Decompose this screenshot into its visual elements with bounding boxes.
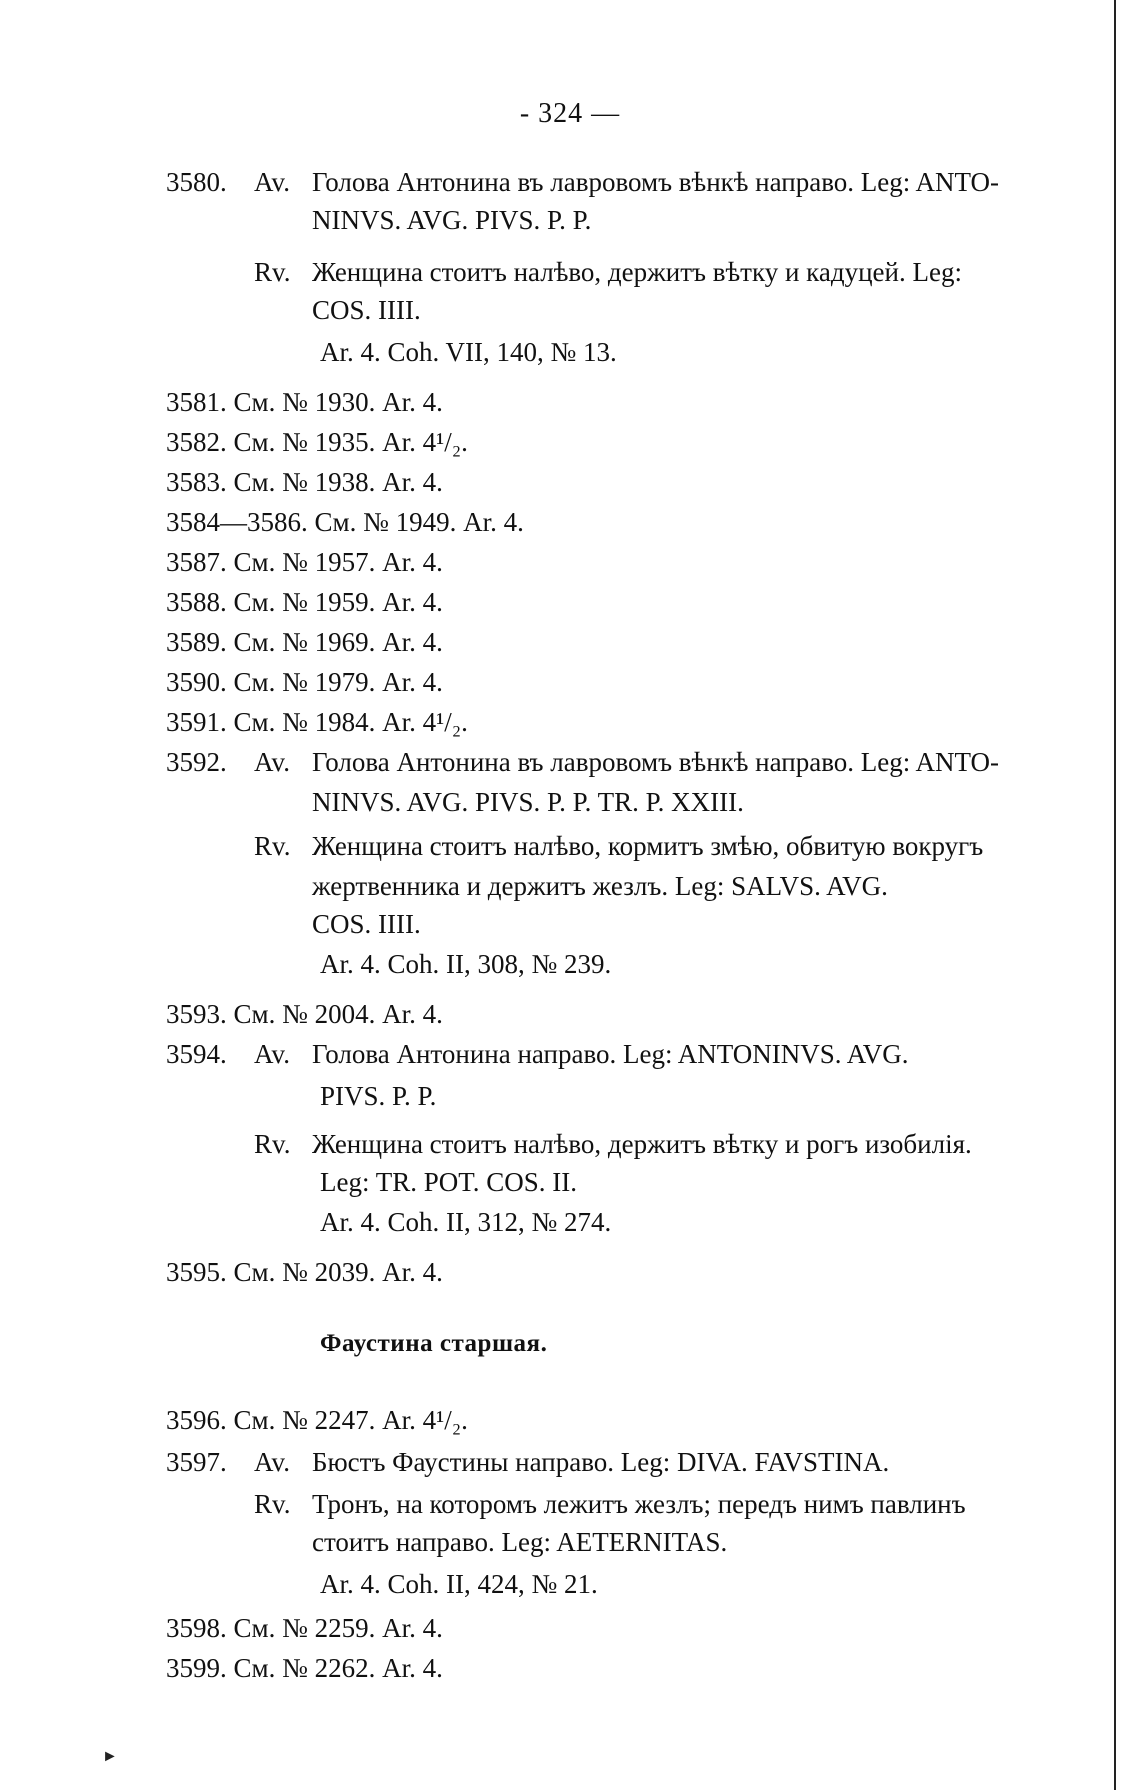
side-label: Av. — [254, 747, 290, 777]
side-label: Rv. — [254, 1129, 291, 1159]
entry-line: PIVS. P. P. — [320, 1081, 437, 1111]
side-label: Av. — [254, 167, 290, 197]
entry-line: 3582. См. № 1935. Ar. 4¹/₂. — [166, 427, 468, 457]
entry-line: 3581. См. № 1930. Ar. 4. — [166, 387, 443, 417]
section-heading: Фаустина старшая. — [320, 1330, 548, 1357]
entry-text: Голова Антонина направо. Leg: ANTONINVS. AVG. — [312, 1039, 909, 1069]
entry-line: 3587. См. № 1957. Ar. 4. — [166, 547, 443, 577]
side-label: Rv. — [254, 831, 291, 861]
entry-line — [166, 166, 999, 198]
entry-line — [166, 1038, 909, 1070]
entry-text: Женщина стоитъ налѣво, кормитъ змѣю, обвитую вокругъ — [312, 831, 984, 861]
entry-text: Женщина стоитъ налѣво, держитъ вѣтку и рогъ изобилія. — [312, 1129, 972, 1159]
entry-number: 3597. — [166, 1447, 227, 1477]
entry-line: 3583. См. № 1938. Ar. 4. — [166, 467, 443, 497]
entry-line: 3593. См. № 2004. Ar. 4. — [166, 999, 443, 1029]
entry-line: Ar. 4. Coh. II, 308, № 239. — [320, 949, 612, 979]
entry-line: 3595. См. № 2039. Ar. 4. — [166, 1257, 443, 1287]
page-edge-rule — [1114, 0, 1116, 1790]
entry-text: Голова Антонина въ лавровомъ вѣнкѣ направо. Leg: ANTO- — [312, 167, 999, 197]
corner-mark: ► — [102, 1748, 118, 1765]
entry-line: 3598. См. № 2259. Ar. 4. — [166, 1613, 443, 1643]
entry-number: 3580. — [166, 167, 227, 197]
entry-line — [254, 256, 962, 288]
side-label: Av. — [254, 1447, 290, 1477]
entry-line: Ar. 4. Coh. VII, 140, № 13. — [320, 337, 617, 367]
side-label: Rv. — [254, 1489, 291, 1519]
entry-line: Ar. 4. Coh. II, 424, № 21. — [320, 1569, 598, 1599]
entry-line — [166, 1446, 889, 1478]
entry-text: Бюстъ Фаустины направо. Leg: DIVA. FAVSTINA. — [312, 1447, 890, 1477]
entry-line: 3584—3586. См. № 1949. Ar. 4. — [166, 507, 524, 537]
entry-line — [254, 1128, 972, 1160]
entry-line: 3599. См. № 2262. Ar. 4. — [166, 1653, 443, 1683]
entry-line — [254, 830, 983, 862]
entry-line: 3588. См. № 1959. Ar. 4. — [166, 587, 443, 617]
side-label: Rv. — [254, 257, 291, 287]
entry-text: Тронъ, на которомъ лежитъ жезлъ; передъ нимъ павлинъ — [312, 1489, 966, 1519]
entry-line: жертвенника и держитъ жезлъ. Leg: SALVS. AVG. — [312, 871, 888, 901]
entry-line: Ar. 4. Coh. II, 312, № 274. — [320, 1207, 612, 1237]
entry-line: COS. IIII. — [312, 295, 421, 325]
entry-line: 3596. См. № 2247. Ar. 4¹/₂. — [166, 1405, 468, 1435]
entry-line: COS. IIII. — [312, 909, 421, 939]
entry-line: NINVS. AVG. PIVS. P. P. — [312, 205, 592, 235]
side-label: Av. — [254, 1039, 290, 1069]
entry-number: 3594. — [166, 1039, 227, 1069]
entry-line: Leg: TR. POT. COS. II. — [320, 1167, 578, 1197]
entry-line: 3589. См. № 1969. Ar. 4. — [166, 627, 443, 657]
entry-number: 3592. — [166, 747, 227, 777]
page-number: - 324 — — [519, 98, 621, 129]
entry-line — [166, 746, 999, 778]
entry-line: стоитъ направо. Leg: AETERNITAS. — [312, 1527, 728, 1557]
entry-line: 3590. См. № 1979. Ar. 4. — [166, 667, 443, 697]
entry-text: Голова Антонина въ лавровомъ вѣнкѣ направо. Leg: ANTO- — [312, 747, 999, 777]
entry-line: 3591. См. № 1984. Ar. 4¹/₂. — [166, 707, 468, 737]
entry-line — [254, 1488, 966, 1520]
entry-text: Женщина стоитъ налѣво, держитъ вѣтку и кадуцей. Leg: — [312, 257, 962, 287]
entry-line: NINVS. AVG. PIVS. P. P. TR. P. XXIII. — [312, 787, 744, 817]
